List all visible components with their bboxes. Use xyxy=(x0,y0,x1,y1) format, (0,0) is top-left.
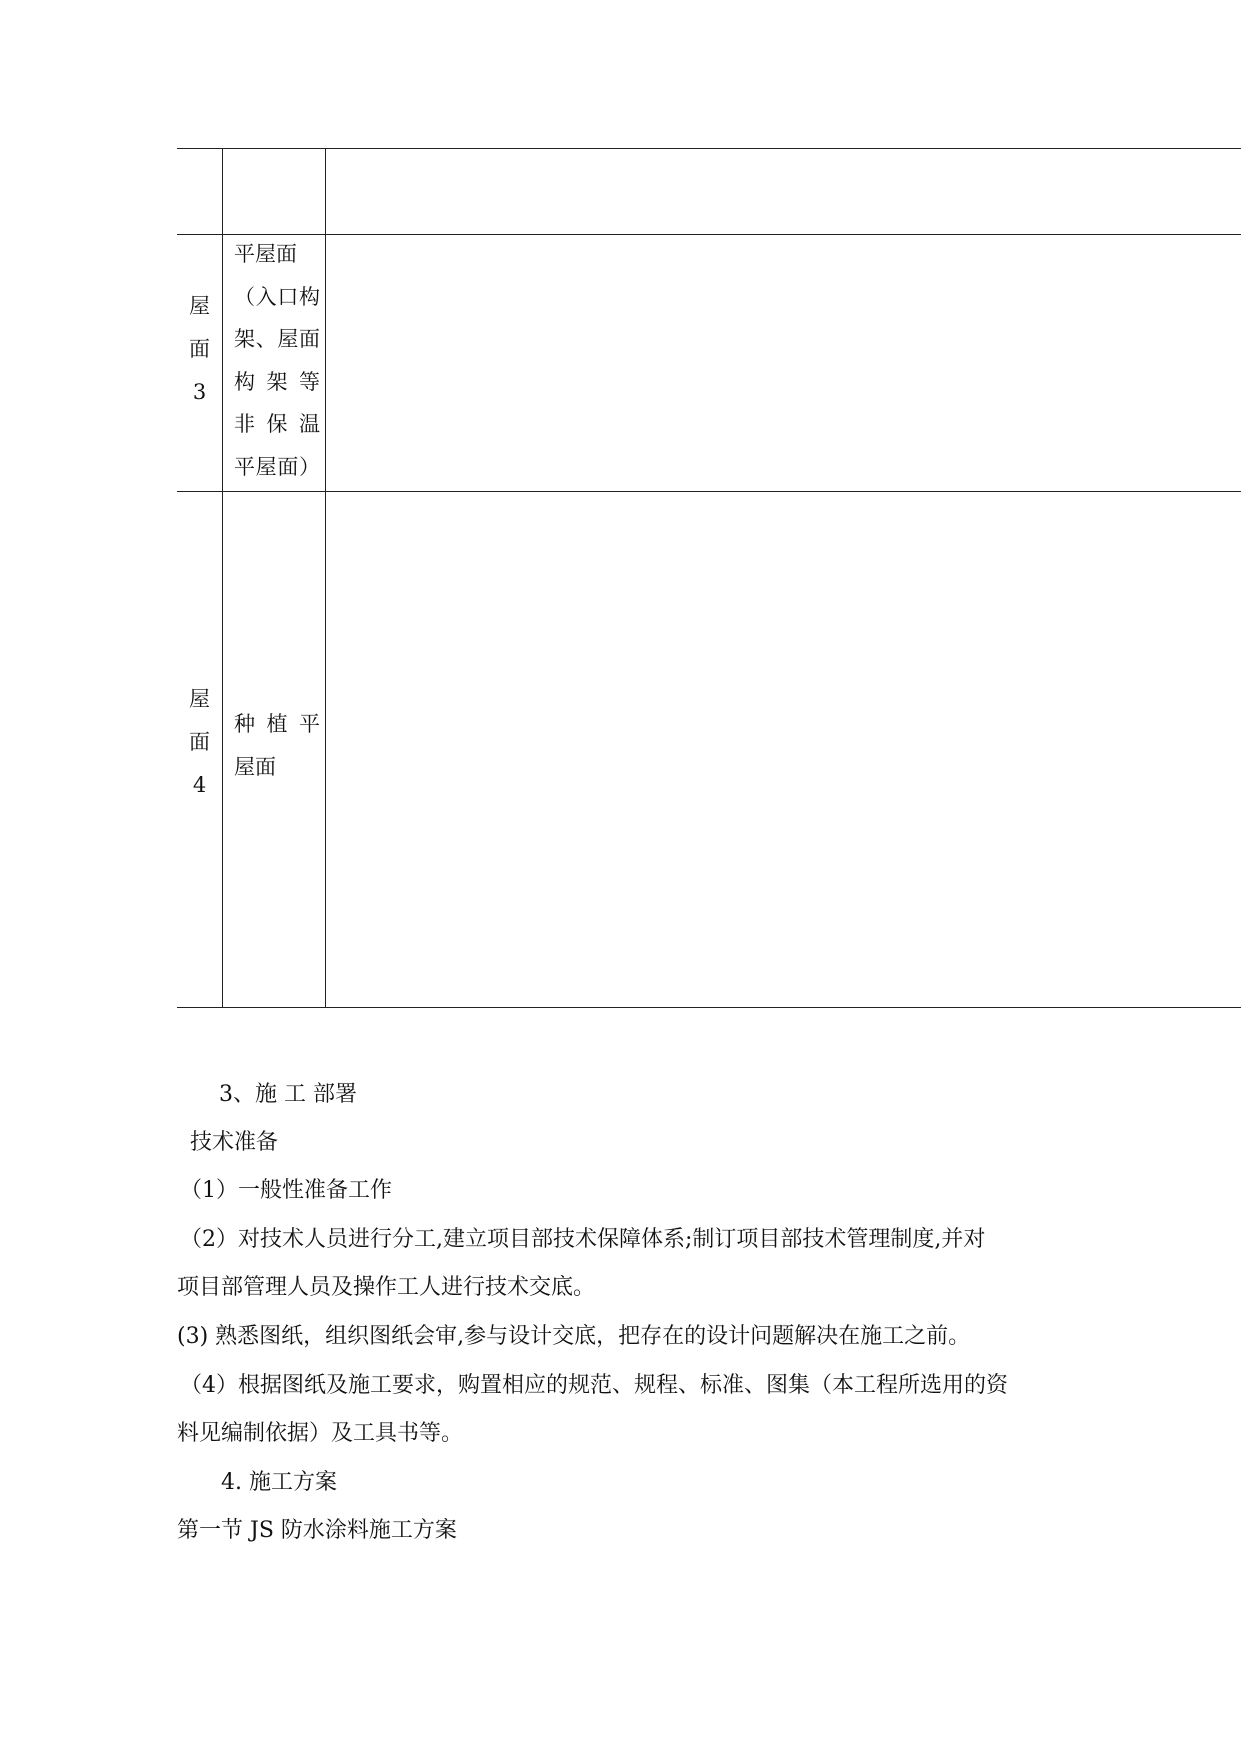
paragraph-4-line-2: 料见编制依据）及工具书等。 xyxy=(177,1421,464,1446)
paragraph-4-line-1: （4）根据图纸及施工要求，购置相应的规范、规程、标准、图集（本工程所选用的资 xyxy=(180,1373,1008,1398)
roof-name: 平屋面 （入口构 架、屋面 构 架 等 非 保 温 平屋面） xyxy=(234,242,320,479)
roof-construction-table xyxy=(177,148,1241,1008)
roof-name-cell xyxy=(222,149,326,234)
section-3-heading: 3、施 工 部署 xyxy=(219,1082,357,1107)
table-row-continuation xyxy=(177,148,1241,234)
section-4-heading: 4. 施工方案 xyxy=(221,1470,337,1495)
paragraph-1: （1）一般性准备工作 xyxy=(180,1178,392,1203)
table-row-roof-4 xyxy=(177,491,1241,1008)
roof-label-cell xyxy=(177,149,223,234)
roof-name-cell xyxy=(222,492,326,1007)
roof-label-cell xyxy=(177,492,223,1007)
paragraph-3: (3) 熟悉图纸，组织图纸会审,参与设计交底，把存在的设计问题解决在施工之前。 xyxy=(177,1324,971,1349)
paragraph-2-line-2: 项目部管理人员及操作工人进行技术交底。 xyxy=(177,1275,596,1300)
roof-name: 种 植 平 屋面 xyxy=(234,712,320,779)
section-4-subheading: 第一节 JS 防水涂料施工方案 xyxy=(177,1518,457,1543)
roof-label: 屋 面 3 xyxy=(189,294,210,404)
roof-label: 屋 面 4 xyxy=(189,687,210,797)
table-row-roof-3 xyxy=(177,234,1241,491)
roof-label-cell xyxy=(177,235,223,491)
roof-name-cell xyxy=(222,235,326,491)
tech-prep-heading: 技术准备 xyxy=(190,1130,279,1155)
paragraph-2-line-1: （2）对技术人员进行分工,建立项目部技术保障体系;制订项目部技术管理制度,并对 xyxy=(180,1227,986,1252)
